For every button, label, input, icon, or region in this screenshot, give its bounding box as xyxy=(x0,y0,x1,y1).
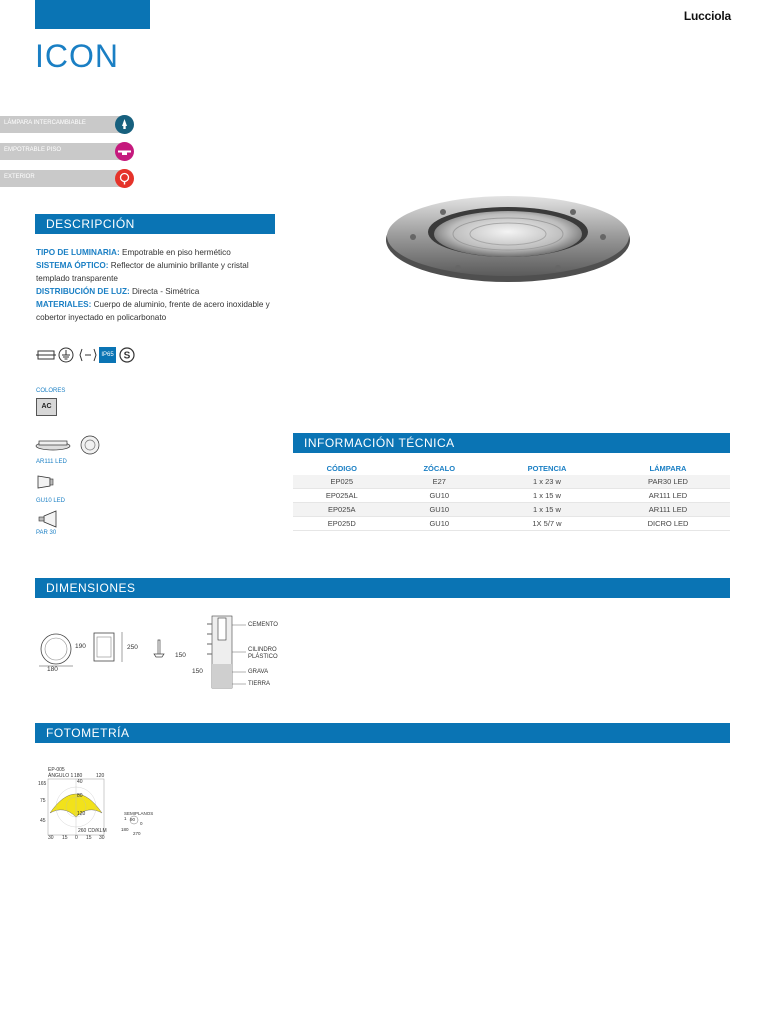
gu10-lamp-icon xyxy=(36,474,56,495)
table-cell: AR111 LED xyxy=(606,489,730,503)
left-value: 45 xyxy=(40,818,46,824)
layer-plastic: PLÁSTICO xyxy=(248,654,278,660)
optical-system-value: Reflector de aluminio brillante y cristal templado transparente xyxy=(36,261,249,283)
top-value: 120 xyxy=(96,773,105,779)
unit-label: 260 CD/KLM xyxy=(78,828,107,834)
column-header: POTENCIA xyxy=(527,463,567,473)
dim-150-a: 150 xyxy=(175,652,186,659)
tag-label: LÁMPARA INTERCAMBIABLE xyxy=(4,120,86,126)
class-icon xyxy=(36,347,56,363)
table-cell: GU10 xyxy=(391,517,488,531)
tag-exterior xyxy=(0,170,126,187)
svg-text:S: S xyxy=(123,350,131,362)
layer-soil: TIERRA xyxy=(248,681,271,687)
luminaire-type-label: TIPO DE LUMINARIA: xyxy=(36,248,120,257)
column-header: LÁMPARA xyxy=(649,463,687,473)
table-cell: 1X 5/7 w xyxy=(488,517,606,531)
optical-system-label: SISTEMA ÓPTICO: xyxy=(36,261,109,270)
dim-150-b: 150 xyxy=(192,668,203,675)
luminaire-type-value: Empotrable en piso hermético xyxy=(121,248,231,257)
table-cell: GU10 xyxy=(391,489,488,503)
ground-icon xyxy=(58,347,74,363)
bottom-value: 15 xyxy=(86,835,92,841)
colors-label: COLORES xyxy=(36,388,66,394)
table-cell: 1 x 15 w xyxy=(488,503,606,517)
photometric-diagram xyxy=(36,765,156,845)
table-cell: EP025A xyxy=(293,503,391,517)
plane-value: 90 xyxy=(130,817,136,822)
inner-value: 120 xyxy=(77,811,86,817)
layer-cylinder: CILINDRO xyxy=(248,647,277,653)
table-cell: 1 x 23 w xyxy=(488,475,606,489)
table-row xyxy=(293,489,730,503)
plane-value: 0 xyxy=(140,821,143,826)
table-cell: AR111 LED xyxy=(606,503,730,517)
tag-label: EMPOTRABLE PISO xyxy=(4,147,62,153)
materials-value: Cuerpo de aluminio, frente de acero inoxidable y cobertor inyectado en policarbonato xyxy=(36,300,270,322)
product-title: ICON xyxy=(35,38,119,74)
tag-interchangeable-lamp xyxy=(0,116,126,133)
exterior-icon xyxy=(115,169,134,188)
table-row xyxy=(293,517,730,531)
inner-value: 40 xyxy=(77,779,83,785)
product-image xyxy=(383,194,633,289)
table-row xyxy=(293,503,730,517)
table-cell: EP025AL xyxy=(293,489,391,503)
column-header: ZÓCALO xyxy=(423,463,456,473)
safety-mark-icon xyxy=(119,347,135,363)
layer-cement: CEMENTO xyxy=(248,622,278,628)
lamp-label-par30: PAR 30 xyxy=(36,530,57,536)
color-swatch-ac: AC xyxy=(36,398,57,416)
specs-table xyxy=(293,461,730,531)
bottom-value: 30 xyxy=(48,835,54,841)
bottom-value: 15 xyxy=(62,835,68,841)
top-value: 180 xyxy=(74,773,83,779)
tag-floor-recessed xyxy=(0,143,126,160)
lamp-label-ar111: AR111 LED xyxy=(36,459,67,465)
table-cell: GU10 xyxy=(391,503,488,517)
plane-value: 270 xyxy=(133,831,141,836)
layer-gravel: GRAVA xyxy=(248,669,269,675)
distance-icon xyxy=(79,347,97,363)
tag-label: EXTERIOR xyxy=(4,174,35,180)
bottom-value: 0 xyxy=(75,835,78,841)
left-value: 165 xyxy=(38,781,47,787)
floor-recessed-icon xyxy=(115,142,134,161)
description-heading: DESCRIPCIÓN xyxy=(35,214,275,234)
table-cell: 1 x 15 w xyxy=(488,489,606,503)
brand-logo: Lucciola xyxy=(683,9,731,23)
inner-value: 80 xyxy=(77,793,83,799)
photometry-code: EP-005 xyxy=(48,767,65,773)
materials-label: MATERIALES: xyxy=(36,300,92,309)
table-cell: EP025D xyxy=(293,517,391,531)
lamp-icon xyxy=(115,115,134,134)
header-bar xyxy=(35,0,150,29)
plane-value: 180 xyxy=(121,827,129,832)
ip-rating-badge: IP65 xyxy=(99,347,116,363)
lamp-label-gu10: GU10 LED xyxy=(36,498,66,504)
light-distribution-label: DISTRIBUCIÓN DE LUZ: xyxy=(36,287,130,296)
table-cell: EP025 xyxy=(293,475,391,489)
description-body xyxy=(36,246,276,324)
angle-label: ÁNGULO 1 xyxy=(48,773,74,779)
table-cell: DICRO LED xyxy=(606,517,730,531)
info-heading: INFORMACIÓN TÉCNICA xyxy=(293,433,730,453)
bottom-value: 30 xyxy=(99,835,105,841)
planes-label: SEMIPLANOS 1 xyxy=(124,811,154,821)
dim-180: 180 xyxy=(47,666,58,673)
ar111-lamp-icon xyxy=(35,435,103,460)
column-header: CÓDIGO xyxy=(326,463,357,473)
dim-250: 250 xyxy=(127,644,138,651)
photometry-heading: FOTOMETRÍA xyxy=(35,723,730,743)
table-row xyxy=(293,475,730,489)
dim-190: 190 xyxy=(75,643,86,650)
table-cell: E27 xyxy=(391,475,488,489)
table-header-row xyxy=(293,461,730,475)
table-cell: PAR30 LED xyxy=(606,475,730,489)
dimension-drawings xyxy=(36,614,286,694)
light-distribution-value: Directa - Simétrica xyxy=(131,287,200,296)
dimensions-heading: DIMENSIONES xyxy=(35,578,730,598)
left-value: 75 xyxy=(40,798,46,804)
